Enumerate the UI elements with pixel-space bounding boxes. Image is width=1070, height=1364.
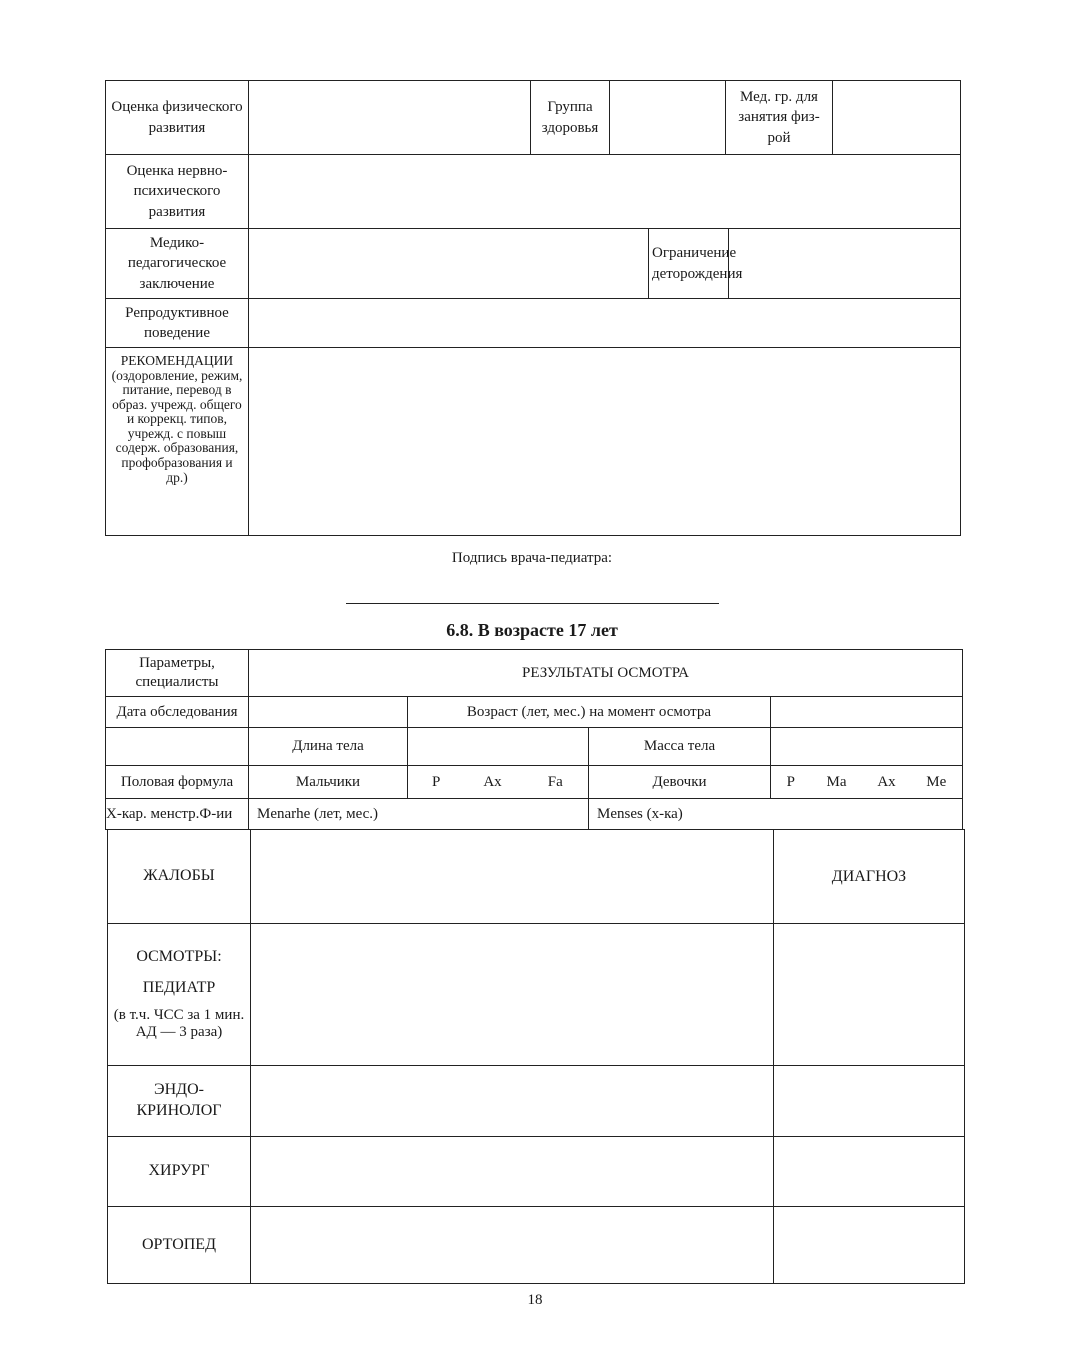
date-label: Дата обследования (106, 697, 249, 728)
exam-header-table (105, 649, 963, 830)
health-group-field[interactable] (610, 81, 726, 155)
boys-ax[interactable]: Ax (463, 766, 523, 799)
page-number: 18 (527, 1292, 543, 1308)
pediatrician-note: (в т.ч. ЧСС за 1 мин. АД — 3 раза) (113, 1007, 245, 1041)
surgeon-field[interactable] (251, 1137, 774, 1207)
length-label: Длина тела (249, 728, 408, 766)
mass-field[interactable] (771, 728, 963, 766)
mass-label: Масса тела (589, 728, 771, 766)
sex-formula-label: Половая формула (106, 766, 249, 799)
signature-label: Подпись врача-педиатра: (451, 550, 613, 566)
childbearing-field[interactable] (729, 229, 961, 299)
blank-cell (106, 728, 249, 766)
orthopedist-label: ОРТОПЕД (108, 1207, 251, 1284)
childbearing-label: Ограничение деторождения (649, 229, 729, 299)
assessment-table (105, 80, 961, 536)
medped-label: Медико-педагогическое заключение (106, 229, 249, 299)
girls-ax[interactable]: Ax (863, 766, 911, 799)
menstr-label: Х-кар. менстр.Ф-ии (106, 799, 249, 830)
orthopedist-field[interactable] (251, 1207, 774, 1284)
endocrinologist-diagnosis-field[interactable] (774, 1066, 965, 1137)
exams-label: ОСМОТРЫ: (136, 948, 222, 966)
params-label: Параметры, специалисты (106, 650, 249, 697)
age-label: Возраст (лет, мес.) на момент осмотра (408, 697, 771, 728)
med-group-label: Мед. гр. для занятия физ-рой (726, 81, 833, 155)
girls-label: Девочки (589, 766, 771, 799)
recommendations-details: (оздоровление, режим, питание, перевод в образ. учрежд. общего и коррекц. типов, учрежд. с повыш содерж. образования, профобразования и др.) (111, 367, 243, 485)
surgeon-diagnosis-field[interactable] (774, 1137, 965, 1207)
endocrinologist-field[interactable] (251, 1066, 774, 1137)
pediatrician-diagnosis-field[interactable] (774, 924, 965, 1066)
complaints-field[interactable] (251, 830, 774, 924)
recommendations-label (106, 348, 249, 536)
menses-field[interactable]: Menses (х-ка) (589, 799, 963, 830)
specialists-table (107, 829, 965, 1284)
orthopedist-diagnosis-field[interactable] (774, 1207, 965, 1284)
age-field[interactable] (771, 697, 963, 728)
complaints-label: ЖАЛОБЫ (108, 830, 251, 924)
results-label: РЕЗУЛЬТАТЫ ОСМОТРА (249, 650, 963, 697)
pediatrician-field[interactable] (251, 924, 774, 1066)
diagnosis-label: ДИАГНОЗ (774, 830, 965, 924)
repro-label: Репродуктивное поведение (106, 299, 249, 348)
recommendations-field[interactable] (249, 348, 961, 536)
medped-field[interactable] (249, 229, 649, 299)
health-group-label: Группа здоровья (531, 81, 610, 155)
section-title: 6.8. В возрасте 17 лет (446, 620, 618, 640)
repro-field[interactable] (249, 299, 961, 348)
boys-label: Мальчики (249, 766, 408, 799)
endocrinologist-label: ЭНДО-КРИНОЛОГ (108, 1066, 251, 1137)
med-group-field[interactable] (833, 81, 961, 155)
date-field[interactable] (249, 697, 408, 728)
menarhe-field[interactable]: Menarhe (лет, мес.) (249, 799, 589, 830)
length-field[interactable] (408, 728, 589, 766)
recommendations-title: РЕКОМЕНДАЦИИ (120, 353, 234, 368)
signature-line[interactable] (346, 603, 719, 604)
pediatrician-label: ПЕДИАТР (142, 979, 216, 997)
neuro-field[interactable] (249, 155, 961, 229)
neuro-label: Оценка нервно-психического развития (106, 155, 249, 229)
pediatrician-cell (108, 924, 251, 1066)
boys-p[interactable]: P (408, 766, 463, 799)
phys-dev-field[interactable] (249, 81, 531, 155)
girls-ma[interactable]: Ma (811, 766, 863, 799)
girls-me[interactable]: Me (911, 766, 963, 799)
boys-fa[interactable]: Fa (523, 766, 589, 799)
surgeon-label: ХИРУРГ (108, 1137, 251, 1207)
girls-p[interactable]: P (771, 766, 811, 799)
phys-dev-label: Оценка физического развития (106, 81, 249, 155)
